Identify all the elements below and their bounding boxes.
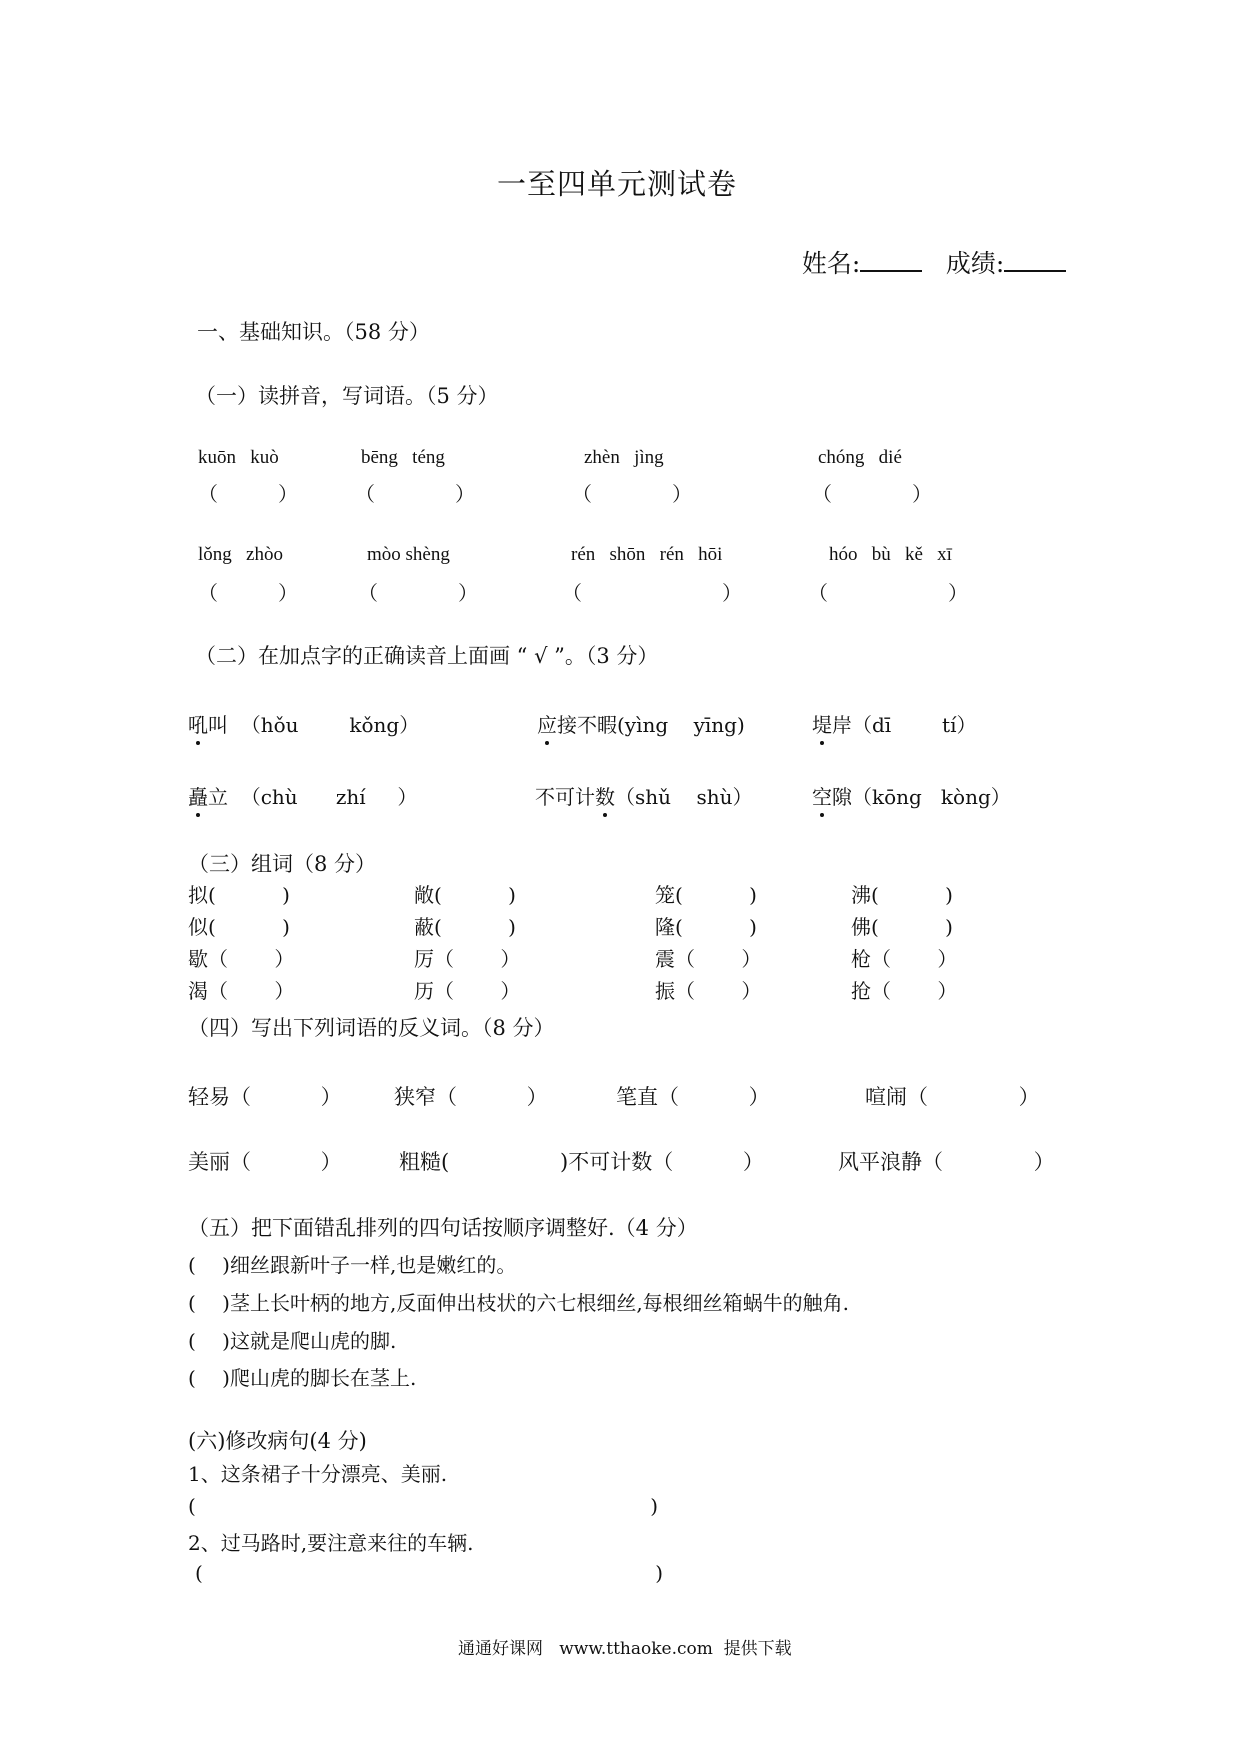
pinyin-2-2: mòo shèng xyxy=(367,544,450,565)
word-char: 蔽( xyxy=(414,915,442,939)
word-char: 似( xyxy=(188,915,216,939)
word-cell[interactable]: 枪（ ） xyxy=(851,947,958,971)
dot-item-2[interactable] xyxy=(537,709,745,738)
dot-char: 应 xyxy=(537,709,557,738)
antonym-word: 笔直（ xyxy=(616,1085,679,1109)
pinyin-2-1: lǒng zhòo xyxy=(198,544,283,565)
name-field[interactable] xyxy=(786,215,922,280)
answer-paren-1-4[interactable]: （ ） xyxy=(812,482,932,506)
order-item-text: 茎上长叶柄的地方,反面伸出枝状的六七根细丝,每根细丝箱蜗牛的触角. xyxy=(229,1291,850,1315)
order-item-4[interactable]: ( )爬山虎的脚长在茎上. xyxy=(188,1366,417,1390)
section2-heading: （二）在加点字的正确读音上面画 “ √ ”。（3 分） xyxy=(195,644,659,668)
antonym-cell[interactable]: 笔直（ ） xyxy=(616,1085,770,1109)
dot-item-4[interactable] xyxy=(188,781,417,810)
section3-heading: （三）组词（8 分） xyxy=(188,852,377,876)
section4-heading: （四）写出下列词语的反义词。（8 分） xyxy=(188,1016,555,1040)
word-char: 沸( xyxy=(851,883,879,907)
word-char: 振（ xyxy=(655,979,695,1003)
score-blank[interactable] xyxy=(1004,248,1066,272)
name-label: 姓名: xyxy=(801,249,861,278)
word-cell[interactable]: 隆( ) xyxy=(655,915,757,939)
correction-paren-1[interactable]: ( ) xyxy=(188,1494,658,1518)
dot-item-5[interactable] xyxy=(535,781,752,810)
correction-paren-2[interactable]: ( ) xyxy=(195,1561,663,1585)
dot-item-rest: 隙（kōng kòng） xyxy=(832,785,1011,809)
word-char: 抢（ xyxy=(851,979,891,1003)
word-char: 震（ xyxy=(655,947,695,971)
dot-item-3[interactable] xyxy=(812,709,977,738)
pinyin-1-2: bēng téng xyxy=(361,447,445,468)
word-cell[interactable]: 似( ) xyxy=(188,915,290,939)
dot-item-rest: （shǔ shù） xyxy=(615,785,753,809)
pinyin-1-3: zhèn jìng xyxy=(584,447,664,468)
antonym-cell[interactable]: 美丽（ ） xyxy=(188,1150,342,1174)
word-cell[interactable]: 敞( ) xyxy=(414,883,516,907)
word-char: 歇（ xyxy=(188,947,228,971)
order-item-text: 爬山虎的脚长在茎上. xyxy=(229,1366,417,1390)
footer-credit: 通通好课网 www.tthaoke.com 提供下载 xyxy=(458,1639,792,1659)
word-cell[interactable]: 渴（ ） xyxy=(188,979,295,1003)
word-cell[interactable]: 厉（ ） xyxy=(414,947,521,971)
word-char: 拟( xyxy=(188,883,216,907)
pinyin-1-1: kuōn kuò xyxy=(198,447,279,468)
word-char: 隆( xyxy=(655,915,683,939)
dot-item-1[interactable] xyxy=(188,709,419,738)
dot-item-rest: 接不暇(yìng yīng) xyxy=(557,713,745,737)
antonym-word: 风平浪静（ xyxy=(838,1150,943,1174)
word-row-1 xyxy=(188,879,988,909)
order-item-text: 细丝跟新叶子一样,也是嫩红的。 xyxy=(229,1253,517,1277)
word-cell[interactable]: 震（ ） xyxy=(655,947,762,971)
order-item-1[interactable]: ( )细丝跟新叶子一样,也是嫩红的。 xyxy=(188,1253,517,1277)
word-char: 佛( xyxy=(851,915,879,939)
antonym-cell[interactable]: )不可计数（ ） xyxy=(560,1150,764,1174)
section6-heading: (六)修改病句(4 分) xyxy=(188,1429,367,1453)
dot-char: 数 xyxy=(595,781,615,810)
order-item-3[interactable]: ( )这就是爬山虎的脚. xyxy=(188,1329,397,1353)
dot-char: 堤 xyxy=(812,709,832,738)
section1-heading: （一）读拼音，写词语。（5 分） xyxy=(195,384,499,408)
order-item-text: 这就是爬山虎的脚. xyxy=(229,1329,397,1353)
pinyin-2-3: rén shōn rén hōi xyxy=(571,544,723,565)
answer-paren-1-3[interactable]: （ ） xyxy=(572,482,692,506)
antonym-word: 粗糙( xyxy=(399,1150,450,1174)
antonym-cell[interactable] xyxy=(399,1146,533,1176)
word-char: 敞( xyxy=(414,883,442,907)
answer-paren-2-1[interactable]: （ ） xyxy=(198,581,298,605)
section-main-heading: 一、基础知识。（58 分） xyxy=(197,320,430,344)
page-title: 一至四单元测试卷 xyxy=(497,167,738,201)
word-cell[interactable]: 历（ ） xyxy=(414,979,521,1003)
answer-paren-1-2[interactable]: （ ） xyxy=(355,482,475,506)
sentence-2: 2、过马路时,要注意来往的车辆. xyxy=(188,1531,474,1555)
dot-char: 矗 xyxy=(188,781,208,810)
dot-item-rest: 岸（dī tí） xyxy=(832,713,977,737)
antonym-word: 美丽（ xyxy=(188,1150,251,1174)
antonym-word: )不可计数（ xyxy=(560,1150,674,1174)
word-char: 枪（ xyxy=(851,947,891,971)
score-field[interactable] xyxy=(930,215,1066,280)
word-cell[interactable]: 笼( ) xyxy=(655,883,757,907)
answer-paren-2-3[interactable]: （ ） xyxy=(562,581,742,605)
word-cell[interactable]: 沸( ) xyxy=(851,883,953,907)
word-cell[interactable]: 振（ ） xyxy=(655,979,762,1003)
name-blank[interactable] xyxy=(860,248,922,272)
word-char: 历（ xyxy=(414,979,454,1003)
dot-item-pre: 不可计 xyxy=(535,785,595,809)
order-item-2[interactable]: ( )茎上长叶柄的地方,反面伸出枝状的六七根细丝,每根细丝箱蜗牛的触角. xyxy=(188,1291,850,1315)
section5-heading: （五）把下面错乱排列的四句话按顺序调整好.（4 分） xyxy=(188,1216,698,1240)
word-char: 渴（ xyxy=(188,979,228,1003)
word-row-2 xyxy=(188,911,988,941)
antonym-cell[interactable]: 狭窄（ ） xyxy=(394,1085,548,1109)
antonym-cell[interactable]: 喧闹（ ） xyxy=(865,1085,1040,1109)
antonym-word: 狭窄（ xyxy=(394,1085,457,1109)
word-cell[interactable]: 歇（ ） xyxy=(188,947,295,971)
pinyin-2-4: hóo bù kě xī xyxy=(829,544,952,565)
word-row-3 xyxy=(188,943,988,973)
answer-paren-2-2[interactable]: （ ） xyxy=(358,581,478,605)
dot-char: 空 xyxy=(812,781,832,810)
dot-char: 吼 xyxy=(188,709,208,738)
word-char: 笼( xyxy=(655,883,683,907)
antonym-word: 轻易（ xyxy=(188,1085,251,1109)
word-char: 厉（ xyxy=(414,947,454,971)
answer-paren-1-1[interactable]: （ ） xyxy=(198,482,298,506)
dot-item-6[interactable] xyxy=(812,781,1011,810)
antonym-row-1 xyxy=(188,1081,1068,1111)
word-cell[interactable]: 佛( ) xyxy=(851,915,953,939)
word-cell[interactable]: 拟( ) xyxy=(188,883,290,907)
word-row-4 xyxy=(188,975,988,1005)
dot-item-rest: 叫 （hǒu kǒng） xyxy=(208,713,420,737)
word-cell[interactable]: 抢（ ） xyxy=(851,979,958,1003)
score-label: 成绩: xyxy=(945,249,1005,278)
antonym-cell[interactable]: 风平浪静（ ） xyxy=(838,1150,1055,1174)
antonym-row-2 xyxy=(188,1146,1068,1176)
dot-item-rest: 立 （chù zhí ） xyxy=(208,785,418,809)
answer-paren-2-4[interactable]: （ ） xyxy=(808,581,968,605)
pinyin-1-4: chóng dié xyxy=(818,447,902,468)
word-cell[interactable]: 蔽( ) xyxy=(414,915,516,939)
sentence-1: 1、这条裙子十分漂亮、美丽. xyxy=(188,1462,448,1486)
antonym-cell[interactable]: 轻易（ ） xyxy=(188,1085,342,1109)
antonym-word: 喧闹（ xyxy=(865,1085,928,1109)
